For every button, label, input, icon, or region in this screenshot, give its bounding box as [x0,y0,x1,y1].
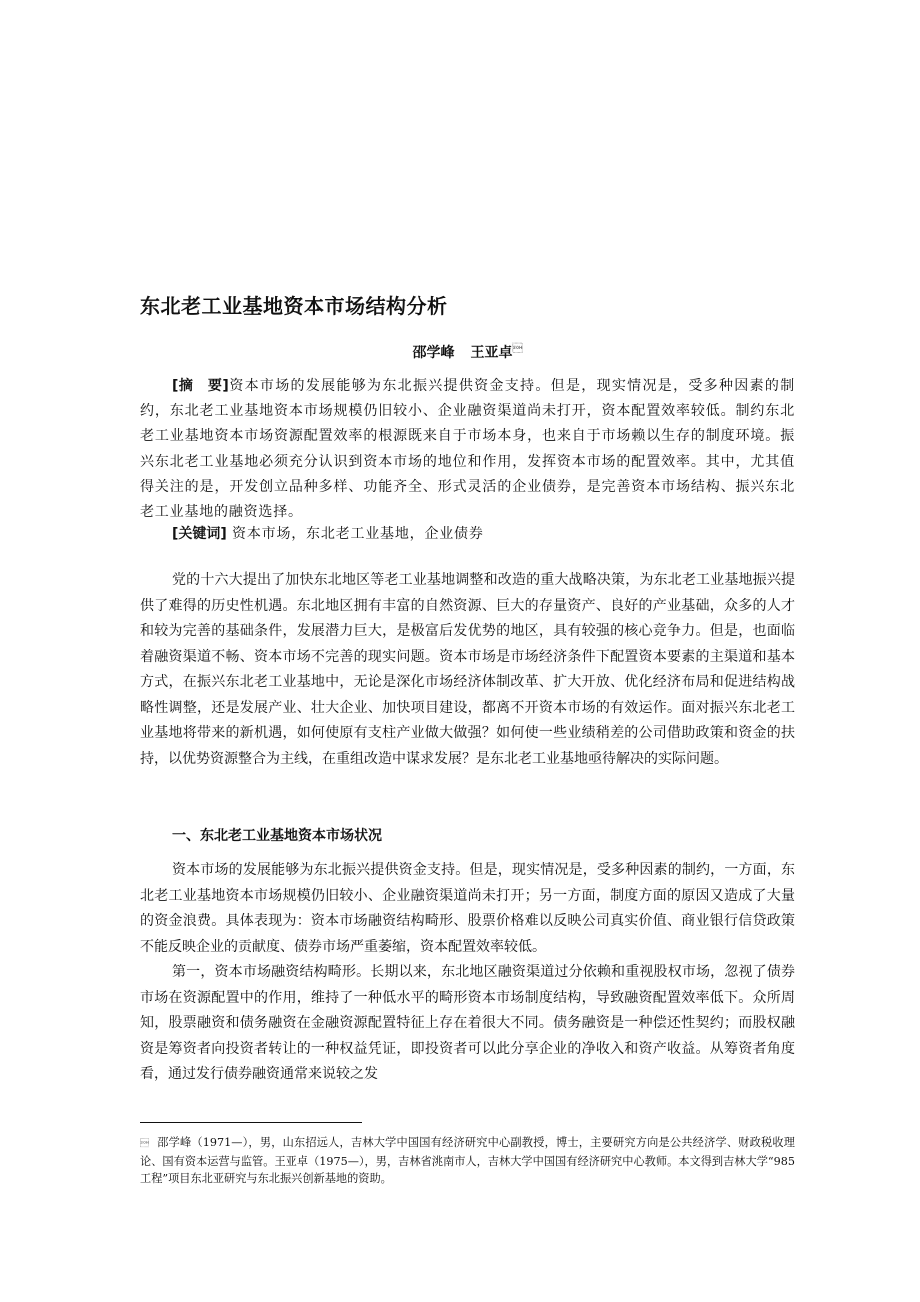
footnote [140,1134,795,1187]
footnote-text: 邵学峰（1971—），男，山东招远人，吉林大学中国国有经济研究中心副教授，博士，主要研究方向是公共经济学、财政税收理论、国有资本运营与监管。王亚卓（1975—），男，吉林省洮南市人，吉林大学中国国有经济研究中心教师。本文得到吉林大学“985 工程”项目东北亚研究与东北振兴创新基地的资助。 [140,1136,795,1185]
keywords [172,522,792,547]
body-paragraph: 党的十六大提出了加快东北地区等老工业基地调整和改造的重大战略决策，为东北老工业基地振兴提供了难得的历史性机遇。东北地区拥有丰富的自然资源、巨大的存量资产、良好的产业基础，众多的人才和较为完善的基础条件，发展潜力巨大，是极富后发优势的地区，具有较强的核心竞争力。但是，也面临着融资渠道不畅、资本市场不完善的现实问题。资本市场是市场经济条件下配置资本要素的主渠道和基本方式，在振兴东北老工业基地中，无论是深化市场经济体制改革、扩大开放、优化经济布局和促进结构战略性调整，还是发展产业、壮大企业、加快项目建设，都离不开资本市场的有效运作。面对振兴东北老工业基地将带来的新机遇，如何使原有支柱产业做大做强？如何使一些业绩稍差的公司借助政策和资金的扶持，以优势资源整合为主线，在重组改造中谋求发展？是东北老工业基地亟待解决的实际问题。 [140,572,795,767]
footnote-divider [140,1122,362,1123]
document-page [140,0,795,1302]
author-line [140,342,795,362]
author-name: 王亚卓 [470,345,513,361]
abstract-label: [摘 要] [172,378,229,394]
paper-title: 东北老工业基地资本市场结构分析 [140,294,448,318]
keywords-text: 资本市场，东北老工业基地，企业债券 [226,526,484,542]
body-paragraph: 第一，资本市场融资结构畸形。长期以来，东北地区融资渠道过分依赖和重视股权市场，忽视了债券市场在资源配置中的作用，维持了一种低水平的畸形资本市场制度结构，导致融资配置效率低下。众所周知，股票融资和债务融资在金融资源配置特征上存在着很大不同。债务融资是一种偿还性契约；而股权融资是筹资者向投资者转让的一种权益凭证，即投资者可以此分享企业的净收入和资产收益。从筹资者角度看，通过发行债券融资通常来说较之发 [140,964,795,1082]
abstract [140,374,795,525]
footnote-marker:  [512,343,523,355]
author-name: 邵学峰 [412,345,455,361]
abstract-text: 资本市场的发展能够为东北振兴提供资金支持。但是，现实情况是，受多种因素的制约，东北老工业基地资本市场规模仍旧较小、企业融资渠道尚未打开，资本配置效率较低。制约东北老工业基地资本市场资源配置效率的根源既来自于市场本身，也来自于市场赖以生存的制度环境。振兴东北老工业基地必须充分认识到资本市场的地位和作用，发挥资本市场的配置效率。其中，尤其值得关注的是，开发创立品种多样、功能齐全、形式灵活的企业债券，是完善资本市场结构、振兴东北老工业基地的融资选择。 [140,378,795,521]
keywords-label: [关键词] [172,526,227,542]
section-heading: 一、东北老工业基地资本市场状况 [172,828,382,844]
footnote-marker:  [140,1139,149,1149]
body-paragraph: 资本市场的发展能够为东北振兴提供资金支持。但是，现实情况是，受多种因素的制约，一方面，东北老工业基地资本市场规模仍旧较小、企业融资渠道尚未打开；另一方面，制度方面的原因又造成了大量的资金浪费。具体表现为：资本市场融资结构畸形、股票价格难以反映公司真实价值、商业银行信贷政策不能反映企业的贡献度、债券市场严重萎缩，资本配置效率较低。 [140,862,795,955]
